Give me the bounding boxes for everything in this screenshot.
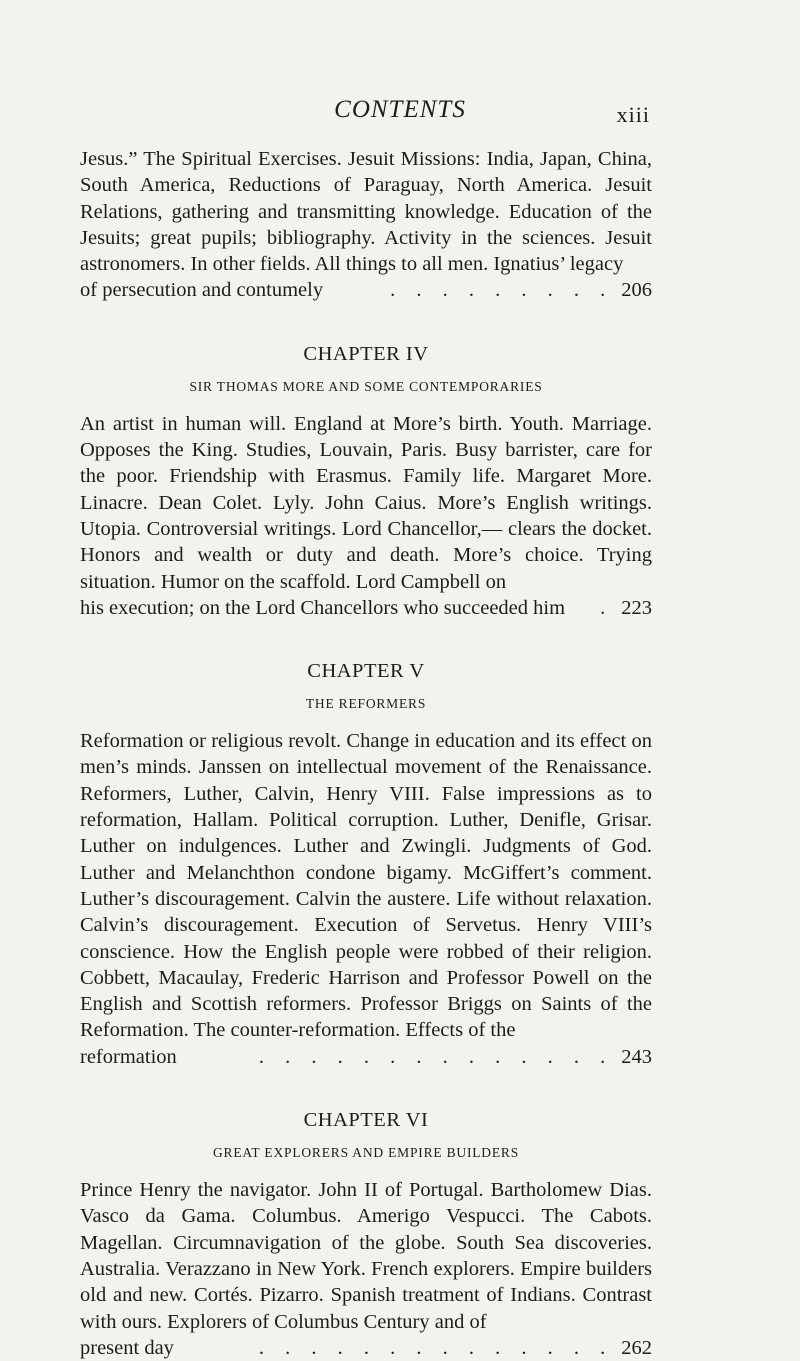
entry-last-line: [80, 1335, 652, 1361]
chapter-summary: An artist in human will. England at More’s birth. Youth. Marriage. Opposes the King. Studies, Louvain, Paris. Busy barrister, care for the poor. Friendship with Erasmus. Family life. Margaret More. Linacre. Dean Colet. Lyly. John Caius. More’s English writings. Utopia. Controversial writings. Lord Chancellor,— clears the docket. Honors and wealth or duty and death. More’s choice. Trying situation. Humor on the scaffold. Lord Campbell on: [80, 412, 652, 593]
chapter-heading: CHAPTER VI: [303, 1109, 429, 1132]
dot-leader: .: [600, 596, 614, 619]
entry-last-line-text: present day: [80, 1336, 174, 1359]
chapter-heading: CHAPTER V: [307, 660, 425, 683]
chapter-iv: [80, 341, 652, 621]
dot-leader: . . . . . . . . .: [390, 279, 614, 302]
contents-entry-continued: [80, 146, 652, 304]
dot-leader: . . . . . . . . . . . . . .: [258, 1336, 614, 1359]
entry-last-line: [80, 595, 652, 621]
chapter-summary: Reformation or religious revolt. Change in education and its effect on men’s minds. Janssen on intellectual movement of the Renaissance. Reformers, Luther, Calvin, Henry VIII. False impressions as to reformation, Hallam. Political corruption. Luther, Denifle, Grisar. Luther on indulgences. Luther and Zwingli. Judgments of God. Luther and Melanchthon condone bigamy. McGiffert’s comment. Luther’s discouragement. Calvin the austere. Life without relaxation. Calvin’s discouragement. Execution of Servetus. Henry VIII’s conscience. How the English people were robbed of their religion. Cobbett, Macaulay, Frederic Harrison and Professor Powell on the English and Scottish reformers. Professor Briggs on Saints of the Reformation. The counter-reformation. Effects of the: [80, 730, 652, 1042]
chapter-v: [80, 658, 652, 1070]
chapter-subtitle: THE REFORMERS: [305, 696, 427, 712]
entry-last-line-text: of persecution and contumely: [80, 279, 324, 302]
entry-page-number: 223: [621, 596, 652, 619]
chapter-subtitle: SIR THOMAS MORE AND SOME CONTEMPORARIES: [189, 378, 543, 394]
running-head: [0, 96, 800, 136]
chapter-heading: CHAPTER IV: [303, 342, 429, 365]
chapter-summary: Prince Henry the navigator. John II of Portugal. Bartholomew Dias. Vasco da Gama. Columbus. Amerigo Vespucci. The Cabots. Magellan. Circumnavigation of the globe. South Sea discoveries. Australia. Verazzano in New York. French explorers. Empire builders old and new. Cortés. Pizarro. Spanish treatment of Indians. Contrast with ours. Explorers of Columbus Century and of: [80, 1179, 652, 1333]
entry-page-number: 243: [621, 1045, 652, 1068]
entry-last-line-text: reformation: [80, 1045, 177, 1068]
entry-summary: Jesus.” The Spiritual Exercises. Jesuit Missions: India, Japan, China, South America, Reductions of Paraguay, North America. Jesuit Relations, gathering and transmitting knowledge. Education of the Jesuits; great pupils; bibliography. Activity in the sciences. Jesuit astronomers. In other fields. All things to all men. Ignatius’ legacy: [80, 148, 652, 276]
entry-page-number: 262: [621, 1336, 652, 1359]
contents-body: [80, 146, 652, 1361]
entry-last-line: [80, 1044, 652, 1070]
chapter-vi: [80, 1107, 652, 1361]
dot-leader: . . . . . . . . . . . . . .: [258, 1045, 614, 1068]
entry-last-line-text: his execution; on the Lord Chancellors who succeeded him: [80, 596, 566, 619]
page-number: xiii: [616, 102, 650, 127]
chapter-subtitle: GREAT EXPLORERS AND EMPIRE BUILDERS: [212, 1145, 520, 1161]
entry-last-line: [80, 277, 652, 303]
entry-page-number: 206: [621, 279, 652, 302]
running-title: CONTENTS: [334, 96, 466, 123]
